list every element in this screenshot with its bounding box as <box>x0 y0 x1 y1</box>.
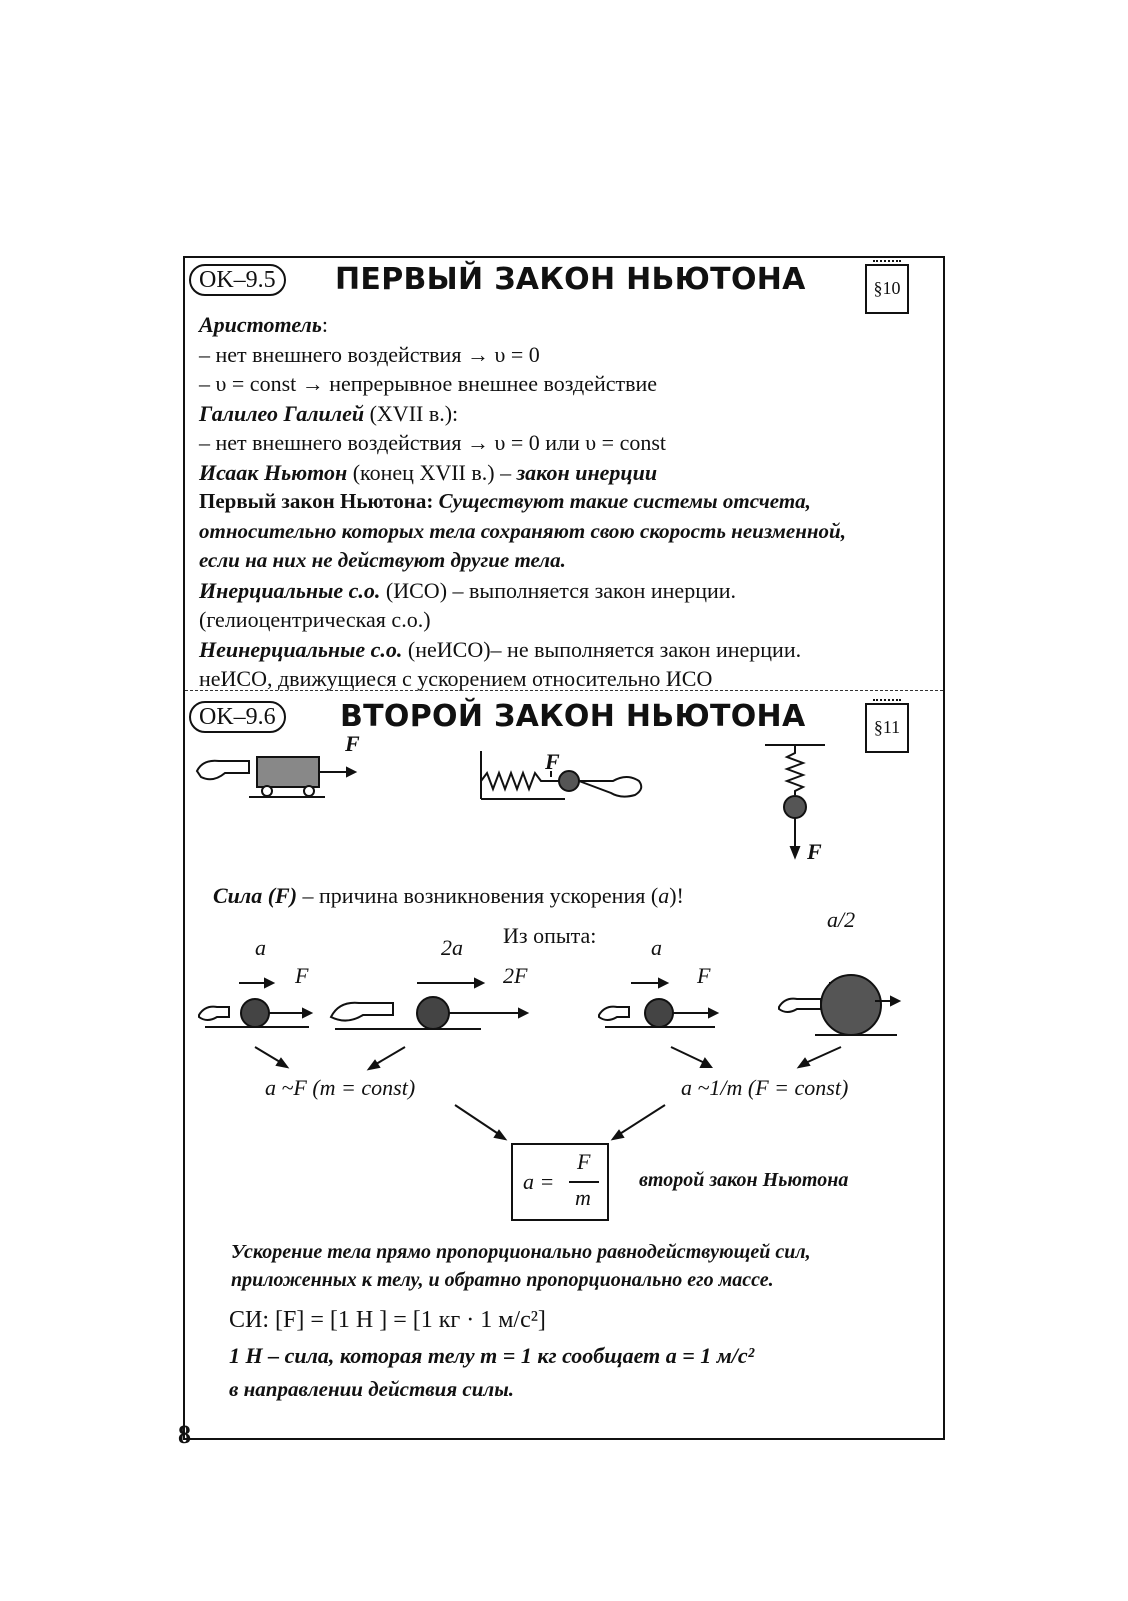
ball <box>784 796 806 818</box>
formula-lhs: a = <box>523 1169 555 1194</box>
ball <box>559 771 579 791</box>
accel-label: 2a <box>441 935 463 960</box>
inertial-example: (гелиоцентрическая с.о.) <box>199 607 431 632</box>
hand-icon <box>599 1007 629 1020</box>
aristotle-point-2: – υ = const → непрерывное внешнее воздействие <box>199 371 658 396</box>
accel-label: a <box>651 935 662 960</box>
force-label: F <box>295 963 309 988</box>
force-label: F <box>345 731 360 756</box>
force-illustrations <box>185 741 945 861</box>
noninertial-frames: Неинерциальные с.о. <box>199 636 403 662</box>
section-title: ВТОРОЙ ЗАКОН НЬЮТОНА <box>340 699 806 734</box>
section-tag: OK–9.5 <box>189 264 286 296</box>
formula-numerator: F <box>577 1149 591 1174</box>
relation-force: a ~F (m = const) <box>265 1075 416 1100</box>
force-label: F <box>697 963 711 988</box>
paragraph-badge: §10 <box>865 264 909 314</box>
noninertial-example: неИСО, движущиеся с ускорением относительно ИСО <box>199 666 713 691</box>
section-tag: OK–9.6 <box>189 701 286 733</box>
inertia-law: закон инерции <box>516 459 658 485</box>
force-label: F <box>807 839 822 864</box>
law-statement-2: приложенных к телу, и обратно пропорционально его массе. <box>231 1269 774 1291</box>
newton-definition-1: 1 Н – сила, которая телу m = 1 кг сообщает a = 1 м/с² <box>229 1343 755 1368</box>
formula-denominator: m <box>575 1185 591 1210</box>
section-second-law <box>185 690 943 1438</box>
galileo-name: Галилео Галилей <box>199 400 365 426</box>
section-title: ПЕРВЫЙ ЗАКОН НЬЮТОНА <box>335 262 806 297</box>
formula-box <box>511 1143 609 1221</box>
first-law-label: Первый закон Ньютона: <box>199 489 439 513</box>
inertial-frames: Инерциальные с.о. <box>199 577 381 603</box>
accel-label: a <box>255 935 266 960</box>
cart-body <box>257 757 319 787</box>
force-definition: Сила (F) – причина возникновения ускорения (a)! <box>213 883 684 908</box>
content-frame <box>183 256 945 1440</box>
experiment-label: Из опыта: <box>503 923 597 948</box>
relation-mass: a ~1/m (F = const) <box>681 1075 849 1100</box>
hand-icon <box>331 1003 393 1021</box>
hand-icon <box>779 999 821 1012</box>
hand-icon <box>197 761 249 780</box>
hand-icon <box>579 777 641 797</box>
page-number: 8 <box>178 1420 191 1449</box>
paragraph-badge: §11 <box>865 703 909 753</box>
formula-caption: второй закон Ньютона <box>639 1169 849 1191</box>
si-units: СИ: [F] = [1 Н ] = [1 кг · 1 м/с²] <box>229 1307 546 1333</box>
law-statement-1: Ускорение тела прямо пропорционально равнодействующей сил, <box>231 1241 811 1263</box>
first-law-text: Аристотель: – нет внешнего воздействия → υ = 0 – υ = const → непрерывное внешнее воздействие Галилео Галилей (XVII в.): – нет внешнего воздействия → υ = 0 или υ = const Исаак Ньютон (конец XVII в.) – закон инерции Первый закон Ньютона: Существуют такие системы отсчета, относительно которых тела сохраняют свою скорость неизменной, если на них не действуют другие тела. Инерциальные с.о. (ИСО) – выполняется закон инерции. (гелиоцентрическая с.о.) Неинерциальные с.о. (неИСО)– не выполняется закон инерции. неИСО, движущиеся с ускорением относительно ИСО <box>199 310 925 694</box>
galileo-point: – нет внешнего воздействия → υ = 0 или υ = const <box>199 430 667 455</box>
accel-label: a/2 <box>827 907 856 932</box>
newton-name: Исаак Ньютон <box>199 459 348 485</box>
section-first-law <box>185 258 943 690</box>
force-label: F <box>545 749 560 774</box>
newton-definition-2: в направлении действия силы. <box>229 1377 515 1401</box>
hand-icon <box>199 1007 229 1020</box>
aristotle-name: Аристотель <box>199 312 322 337</box>
experiment-diagram <box>185 961 945 1161</box>
force-label: 2F <box>503 963 528 988</box>
aristotle-point-1: – нет внешнего воздействия → υ = 0 <box>199 341 540 367</box>
